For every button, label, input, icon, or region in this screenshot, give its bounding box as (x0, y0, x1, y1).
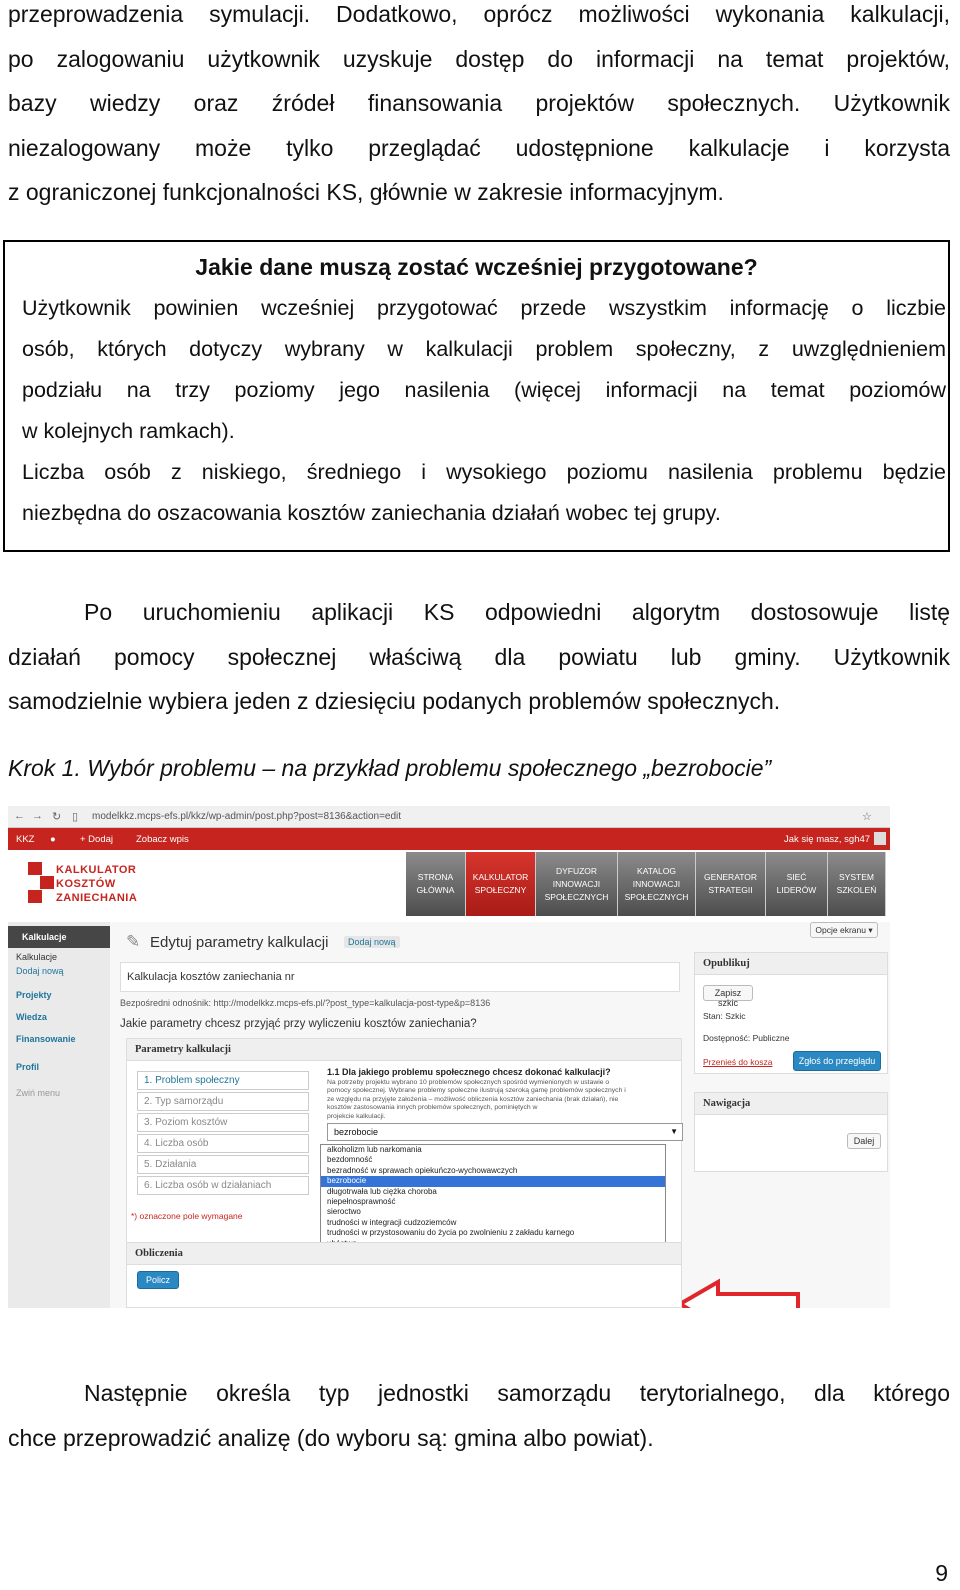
question-title: 1.1 Dla jakiego problemu społecznego chcesz dokonać kalkulacji? (327, 1067, 611, 1077)
sidebar-item-kalkulacje[interactable]: Kalkulacje (8, 926, 110, 948)
highlight-arrow (676, 1278, 802, 1308)
add-new-button[interactable]: Dodaj nową (344, 936, 400, 948)
step-item[interactable]: 2. Typ samorządu (137, 1092, 309, 1111)
admin-add-link: + Dodaj (80, 834, 114, 845)
text-line: niezbędna do oszacowania kosztów zaniechania działań wobec tej grupy. (22, 501, 721, 525)
forward-icon: → (32, 810, 43, 822)
pin-icon: ✎ (126, 932, 141, 951)
reload-icon: ↻ (52, 811, 62, 823)
publish-box (694, 952, 888, 1074)
text-line: Po uruchomieniu aplikacji KS odpowiedni algorytm dostosowuje listę (84, 599, 950, 625)
text-line: po zalogowaniu użytkownik uzyskuje dostęp do informacji na temat projektów, (8, 45, 950, 72)
figure-caption: Krok 1. Wybór problemu – na przykład problemu społecznego „bezrobocie” (8, 755, 772, 781)
sidebar-sub-item[interactable]: Dodaj nową (16, 966, 64, 976)
dropdown-option[interactable]: trudności w przystosowaniu do życia po zwolnieniu z zakładu karnego (327, 1228, 575, 1238)
required-note: *) oznaczone pole wymagane (131, 1211, 243, 1221)
text-line: Liczba osób z niskiego, średniego i wysokiego poziomu nasilenia problemu będzie (22, 460, 946, 484)
admin-greeting: Jak się masz, sgh47 (784, 834, 871, 845)
page-title: Edytuj parametry kalkulacji (150, 934, 329, 951)
text-line: działań pomocy społecznej właściwą dla powiatu lub gminy. Użytkownik (8, 643, 950, 670)
nav-item-active[interactable]: KALKULATOR SPOŁECZNY (466, 852, 536, 916)
dropdown-option[interactable]: bezdomność (327, 1155, 373, 1165)
problem-select[interactable]: bezrobocie ▼ (327, 1123, 683, 1141)
info-box-title: Jakie dane muszą zostać wcześniej przygotowane? (195, 254, 758, 280)
text-line: przeprowadzenia symulacji. Dodatkowo, oprócz możliwości wykonania kalkulacji, (8, 1, 950, 27)
status-text: Stan: Szkic (703, 1011, 746, 1021)
sidebar-item-wiedza[interactable]: Wiedza (16, 1012, 47, 1022)
sidebar-item-finansowanie[interactable]: Finansowanie (16, 1034, 76, 1044)
step-item[interactable]: 6. Liczba osób w działaniach (137, 1176, 309, 1195)
app-screenshot (8, 806, 890, 1308)
intro-paragraph (8, 0, 950, 215)
logo-square (40, 876, 54, 889)
wp-admin-bar (8, 828, 890, 850)
text-line: niezalogowany może tylko przeglądać udostępnione kalkulacje i korzysta (8, 134, 950, 161)
sidebar-item-profil[interactable]: Profil (16, 1062, 40, 1072)
permalink: Bezpośredni odnośnik: http://modelkkz.mcps-efs.pl/?post_type=kalkulacja-post-type&p=8136 (120, 998, 491, 1008)
save-draft-button[interactable]: Zapisz szkic (703, 985, 753, 1001)
dropdown-option[interactable]: długotrwała lub ciężka choroba (327, 1186, 437, 1196)
url-text: modelkkz.mcps-efs.pl/kkz/wp-admin/post.php?post=8136&action=edit (92, 811, 402, 822)
text-line: bazy wiedzy oraz źródeł finansowania projektów społecznych. Użytkownik (8, 90, 950, 117)
text-line: w kolejnych ramkach). (22, 419, 235, 443)
browser-address-bar (8, 806, 890, 828)
text-line: osób, których dotyczy wybrany w kalkulacji problem społeczny, z uwzględnieniem (22, 337, 946, 361)
chevron-down-icon: ▼ (670, 1127, 678, 1136)
comments-icon: ● (50, 834, 56, 845)
question-description: Na potrzeby projektu wybrano 10 problemów społecznych spośród wymienionych w ustawie o pomocy społecznej. Wybrane problemy społeczne ilustrują szeroką gamę problemów społecznych i ze względu na przyjęte założenia – możliwość obliczenia kosztów zaniechania (brak działań), nie kosztów zastosowania innych problemów społecznych, pominiętych w projekcie kalkulacji. (327, 1079, 626, 1120)
back-icon: ← (14, 810, 25, 822)
submit-review-button[interactable]: Zgłoś do przeglądu (793, 1051, 881, 1071)
next-button[interactable]: Dalej (847, 1133, 881, 1149)
nav-item[interactable]: SIEĆ LIDERÓW (766, 852, 828, 916)
collapse-menu-link[interactable]: Zwiń menu (16, 1088, 61, 1098)
body-paragraph (8, 590, 950, 724)
text-line: Następnie określa typ jednostki samorządu terytorialnego, dla którego (84, 1380, 950, 1406)
logo-text: KALKULATOR (56, 864, 137, 876)
nav-item[interactable]: KATALOG INNOWACJI SPOŁECZNYCH (618, 852, 696, 916)
sidebar-item-projekty[interactable]: Projekty (16, 990, 52, 1000)
params-panel-header: Parametry kalkulacji (127, 1039, 681, 1061)
text-line: samodzielnie wybiera jeden z dziesięciu podanych problemów społecznych. (8, 688, 781, 715)
nav-item[interactable]: STRONA GŁÓWNA (406, 852, 466, 916)
text-line: Użytkownik powinien wcześniej przygotować przede wszystkim informację o liczbie (22, 296, 946, 320)
bookmark-star-icon: ☆ (862, 811, 872, 823)
nav-item[interactable]: GENERATOR STRATEGII (696, 852, 766, 916)
step-item[interactable]: 4. Liczba osób (137, 1134, 309, 1153)
step-item[interactable]: 3. Poziom kosztów (137, 1113, 309, 1132)
visibility-text: Dostępność: Publiczne (703, 1033, 790, 1043)
admin-main (110, 922, 890, 1308)
logo-square (28, 890, 42, 903)
logo (22, 856, 152, 912)
dropdown-option[interactable]: bezradność w sprawach opiekuńczo-wychowawczych (327, 1165, 518, 1175)
title-input[interactable]: Kalkulacja kosztów zaniechania nr (120, 962, 680, 992)
text-line: chce przeprowadzić analizę (do wyboru są: gmina albo powiat). (8, 1424, 654, 1451)
avatar (874, 832, 886, 845)
dropdown-option[interactable]: niepełnosprawność (327, 1196, 396, 1206)
site-header (8, 850, 890, 922)
calculate-button[interactable]: Policz (137, 1271, 179, 1289)
trash-link[interactable]: Przenieś do kosza (703, 1057, 773, 1067)
problem-dropdown-list (320, 1144, 666, 1246)
info-box (3, 240, 950, 552)
logo-text: KOSZTÓW (56, 878, 116, 890)
screen-options-button[interactable]: Opcje ekranu ▾ (810, 922, 878, 938)
step-item[interactable]: 1. Problem społeczny (137, 1071, 309, 1090)
logo-text: ZANIECHANIA (56, 892, 138, 904)
dropdown-option-selected[interactable]: bezrobocie (321, 1176, 665, 1186)
navigation-box (694, 1092, 888, 1172)
text-line: podziału na trzy poziomy jego nasilenia (więcej informacji na temat poziomów (22, 378, 946, 402)
logo-square (28, 862, 42, 875)
nav-item[interactable]: SYSTEM SZKOLEŃ (828, 852, 886, 916)
closing-paragraph (8, 1371, 950, 1460)
calc-panel-header: Obliczenia (127, 1243, 681, 1265)
nav-item[interactable]: DYFUZOR INNOWACJI SPOŁECZNYCH (536, 852, 618, 916)
admin-view-link: Zobacz wpis (136, 834, 189, 845)
dropdown-option[interactable]: sieroctwo (327, 1207, 361, 1217)
info-box-body (22, 288, 946, 534)
section-question: Jakie parametry chcesz przyjąć przy wyliczeniu kosztów zaniechania? (120, 1018, 477, 1030)
navigation-header: Nawigacja (695, 1093, 887, 1115)
step-item[interactable]: 5. Działania (137, 1155, 309, 1174)
text-line: z ograniczonej funkcjonalności KS, głównie w zakresie informacyjnym. (8, 179, 724, 206)
page-icon: ▯ (72, 811, 79, 823)
dropdown-option[interactable]: alkoholizm lub narkomania (327, 1145, 422, 1154)
page-number: 9 (935, 1560, 948, 1586)
dropdown-option[interactable]: trudności w integracji cudzoziemców (327, 1217, 457, 1227)
admin-site-link: KKZ (16, 834, 35, 845)
sidebar-sub-item[interactable]: Kalkulacje (16, 952, 58, 962)
publish-header: Opublikuj (695, 953, 887, 975)
admin-sidebar (8, 922, 110, 1308)
calc-panel (126, 1242, 682, 1308)
